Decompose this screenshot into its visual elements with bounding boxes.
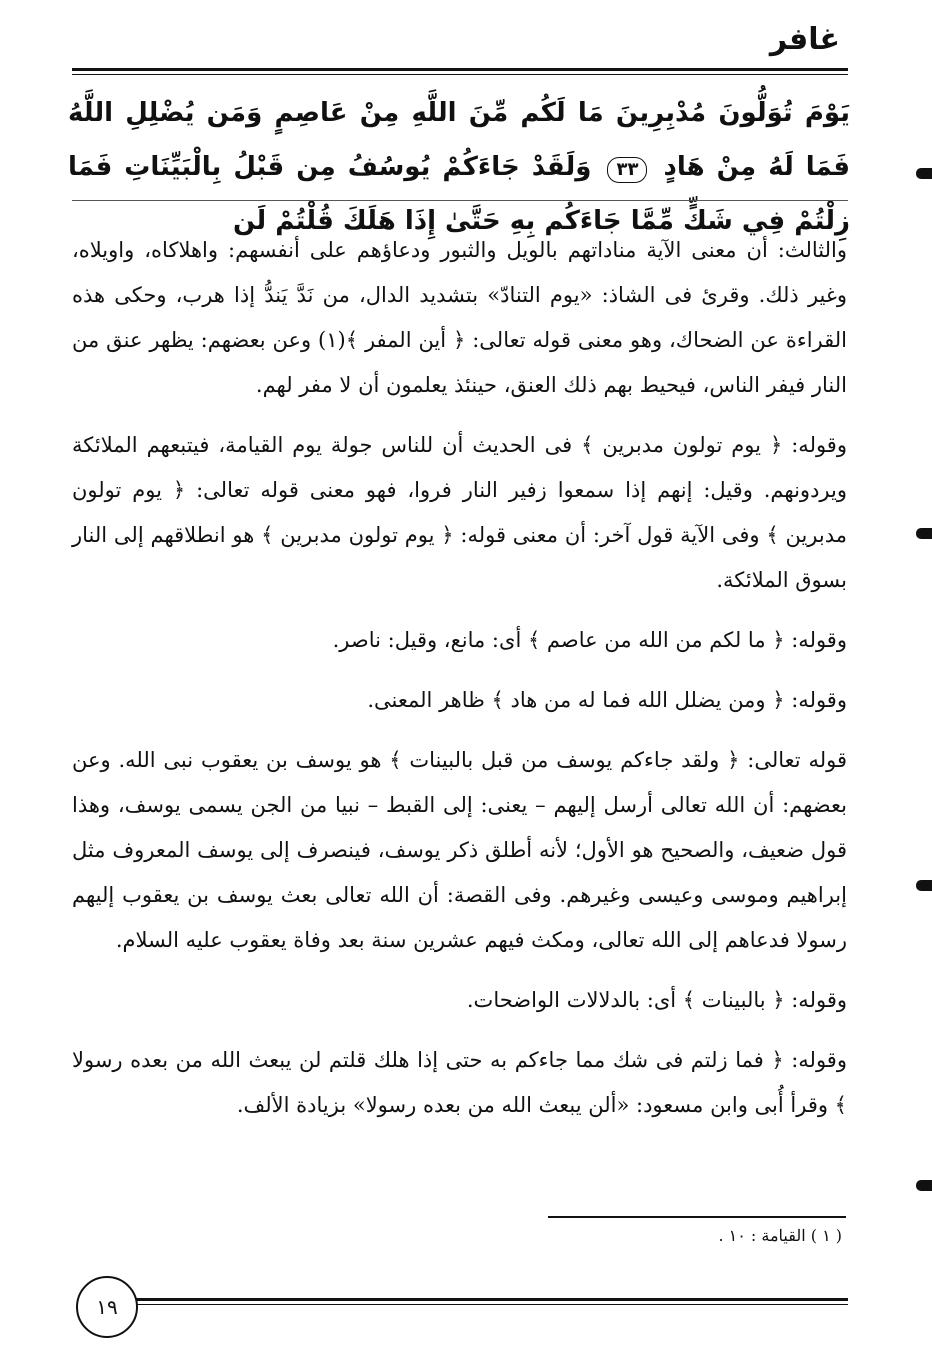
margin-tab-marker xyxy=(916,168,932,179)
footer-rule-thin xyxy=(136,1304,848,1305)
margin-tab-marker xyxy=(916,528,932,539)
footnote: ( ١ ) القيامة : ١٠ . xyxy=(718,1226,842,1245)
ayah-number-mark: ٣٣ xyxy=(607,157,647,183)
margin-tab-marker xyxy=(916,1180,932,1191)
paragraph-5: قوله تعالى: ﴿ ولقد جاءكم يوسف من قبل بالبينات ﴾ هو يوسف بن يعقوب نبى الله. وعن بعضهم: أن الله تعالى أرسل إليهم – يعنى: إلى القبط – نبيا من الجن يسمى يوسف، وهذا قول ضعيف، والصحيح هو الأول؛ لأنه أطلق ذكر يوسف، فينصرف إلى يوسف المعروف مثل إبراهيم وموسى وعيسى وغيرهم. وفى القصة: أن الله تعالى بعث يوسف بن يعقوب إليهم رسولا فدعاهم إلى الله تعالى، ومكث فيهم عشرين سنة بعد وفاة يعقوب عليه السلام. xyxy=(72,748,847,952)
quran-line-1-end: وَلَقَدْ xyxy=(531,152,592,182)
margin-tab-marker xyxy=(916,880,932,891)
footnote-rule xyxy=(548,1216,846,1218)
paragraph-1: والثالث: أن معنى الآية مناداتهم بالويل والثبور ودعاؤهم على أنفسهم: واهلاكاه، واويلاه، وغير ذلك. وقرئ فى الشاذ: «يوم التنادّ» بتشديد الدال، من نَدَّ يَندُّ إذا هرب، وحكى هذه القراءة عن الضحاك، وهو معنى قوله تعالى: ﴿ أين المفر ﴾(١) وعن بعضهم: يظهر عنق من النار فيفر الناس، فيحيط بهم ذلك العنق، حينئذ يعلمون أن لا مفر لهم. xyxy=(72,238,847,397)
quran-line-2: جَاءَكُمْ يُوسُفُ مِن قَبْلُ بِالْبَيِّنَاتِ فَمَا زِلْتُمْ فِي شَكٍّ مِّمَّا جَاءَكُم بِهِ حَتَّىٰ إِذَا هَلَكَ قُلْتُمْ لَن xyxy=(68,152,850,236)
paragraph-4: وقوله: ﴿ ومن يضلل الله فما له من هاد ﴾ ظاهر المعنى. xyxy=(367,688,847,712)
paragraph-7: وقوله: ﴿ فما زلتم فى شك مما جاءكم به حتى إذا هلك قلتم لن يبعث الله من بعده رسولا ﴾ وقرأ أُبى وابن مسعود: «ألن يبعث الله من بعده رسولا» بزيادة الألف. xyxy=(72,1048,847,1117)
quran-line-1: يَوْمَ تُوَلُّونَ مُدْبِرِينَ مَا لَكُم مِّنَ اللَّهِ مِنْ عَاصِمٍ وَمَن يُضْلِلِ اللَّهُ فَمَا لَهُ مِنْ هَادٍ xyxy=(68,98,850,182)
commentary-body xyxy=(72,228,847,1143)
header-rule-thick xyxy=(72,68,848,71)
paragraph-2: وقوله: ﴿ يوم تولون مدبرين ﴾ فى الحديث أن للناس جولة يوم القيامة، فيتبعهم الملائكة ويردونهم. وقيل: إنهم إذا سمعوا زفير النار فروا، فهو معنى قوله تعالى: ﴿ يوم تولون مدبرين ﴾ وفى الآية قول آخر: أن معنى قوله: ﴿ يوم تولون مدبرين ﴾ هو انطلاقهم إلى النار بسوق الملائكة. xyxy=(72,433,848,592)
footer-rule-thick xyxy=(136,1298,848,1301)
surah-title: غافر xyxy=(769,22,840,57)
paragraph-6: وقوله: ﴿ بالبينات ﴾ أى: بالدلالات الواضحات. xyxy=(466,988,847,1012)
header-rule-thin xyxy=(72,74,848,75)
page-number: ١٩ xyxy=(76,1276,138,1338)
paragraph-3: وقوله: ﴿ ما لكم من الله من عاصم ﴾ أى: مانع، وقيل: ناصر. xyxy=(332,628,847,652)
quran-verse-block xyxy=(68,86,850,248)
verse-separator-rule xyxy=(72,200,848,201)
